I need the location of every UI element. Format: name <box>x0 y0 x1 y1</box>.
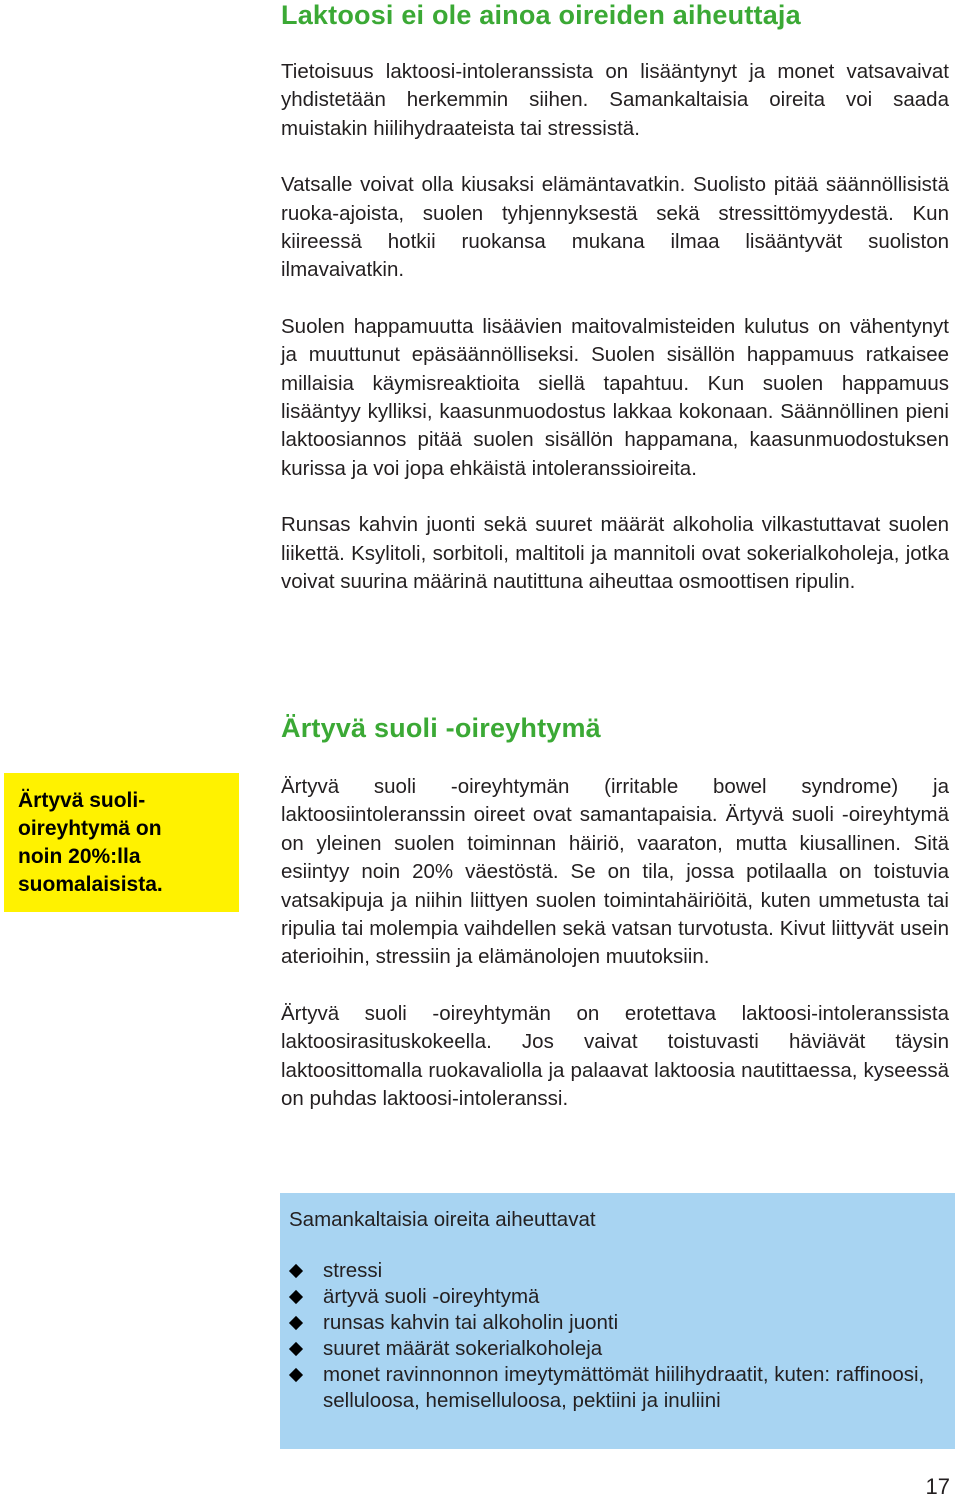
list-item <box>289 1258 955 1284</box>
list-item <box>289 1362 955 1414</box>
callout-line: oireyhtymä on <box>18 817 162 840</box>
diamond-bullet-icon <box>289 1316 303 1330</box>
highlight-callout <box>4 773 239 912</box>
list-item <box>289 1284 955 1310</box>
list-item <box>289 1336 955 1362</box>
similar-symptoms-box <box>280 1193 955 1449</box>
section-body-ibs <box>281 773 949 1141</box>
info-box-title: Samankaltaisia oireita aiheuttavat <box>289 1208 596 1231</box>
paragraph: Ärtyvä suoli -oireyhtymän (irritable bowel syndrome) ja laktoosiintoleranssin oireet ovat samantapaisia. Ärtyvä suoli -oireyhtymä on yleinen suolen toiminnan häiriö, vaaraton, mutta kiusallinen. Sitä esiintyy noin 20% väestöstä. Se on tila, jossa potilaalla on toistuvia vatsakipuja ja niihin liittyen suolen toimintahäiriöitä, kuten ummetusta tai ripulia tai molempia vaihdellen sekä vatsan turvotusta. Kivut liittyvät usein aterioihin, stressiin ja elämänolojen muutoksiin. <box>281 775 949 969</box>
section-body-lactose <box>281 58 949 625</box>
diamond-bullet-icon <box>289 1342 303 1356</box>
list-item-label: monet ravinnonnon imeytymättömät hiilihydraatit, kuten: raffinoosi, selluloosa, hemiselluloosa, pektiini ja inuliini <box>323 1363 925 1412</box>
list-item <box>289 1310 955 1336</box>
paragraph: Suolen happamuutta lisäävien maitovalmisteiden kulutus on vähentynyt ja muuttunut epäsäännölliseksi. Suolen sisällön happamuus ratkaisee millaisia käymisreaktioita siellä tapahtuu. Kun suolen happamuus lisääntyy kylliksi, kaasunmuodostus lakkaa kokonaan. Säännöllinen pieni laktoosiannos pitää suolen sisällön happamana, kaasunmuodostuksen kurissa ja voi jopa ehkäistä intoleranssioireita. <box>281 314 949 480</box>
paragraph: Ärtyvä suoli -oireyhtymän on erotettava laktoosi-intoleranssista laktoosirasituskokeella. Jos vaivat toistuvasti häviävät täysin laktoosittomalla ruokavaliolla ja palaavat laktoosia nautittaessa, kyseessä on puhdas laktoosi-intoleranssi. <box>281 1001 949 1111</box>
list-item-label: suuret määrät sokerialkoholeja <box>323 1337 603 1360</box>
paragraph: Tietoisuus laktoosi-intoleranssista on lisääntynyt ja monet vatsavaivat yhdistetään herkemmin siihen. Samankaltaisia oireita voi saada muistakin hiilihydraateista tai stressistä. <box>281 60 949 140</box>
diamond-bullet-icon <box>289 1290 303 1304</box>
list-item-label: ärtyvä suoli -oireyhtymä <box>323 1285 540 1308</box>
paragraph: Runsas kahvin juonti sekä suuret määrät alkoholia vilkastuttavat suolen liikettä. Ksylitoli, sorbitoli, maltitoli ja mannitoli ovat sokerialkoholeja, jotka voivat suurina määrinä nautittuna aiheuttaa osmoottisen ripulin. <box>281 513 949 594</box>
callout-line: suomalaisista. <box>18 873 163 896</box>
section-heading-lactose: Laktoosi ei ole ainoa oireiden aiheuttaja <box>281 0 801 30</box>
callout-line: noin 20%:lla <box>18 845 141 868</box>
diamond-bullet-icon <box>289 1368 303 1382</box>
diamond-bullet-icon <box>289 1264 303 1278</box>
list-item-label: runsas kahvin tai alkoholin juonti <box>323 1311 619 1334</box>
paragraph: Vatsalle voivat olla kiusaksi elämäntavatkin. Suolisto pitää säännöllisistä ruoka-ajoista, suolen tyhjennyksestä sekä stressittömyydestä. Kun kiireessä hotkii ruokansa mukana ilmaa lisääntyvät suoliston ilmavaivatkin. <box>281 173 949 282</box>
symptom-cause-list <box>289 1258 955 1414</box>
callout-line: Ärtyvä suoli- <box>18 789 146 812</box>
page-number: 17 <box>925 1474 950 1499</box>
section-heading-ibs: Ärtyvä suoli -oireyhtymä <box>281 713 601 743</box>
list-item-label: stressi <box>323 1259 383 1282</box>
